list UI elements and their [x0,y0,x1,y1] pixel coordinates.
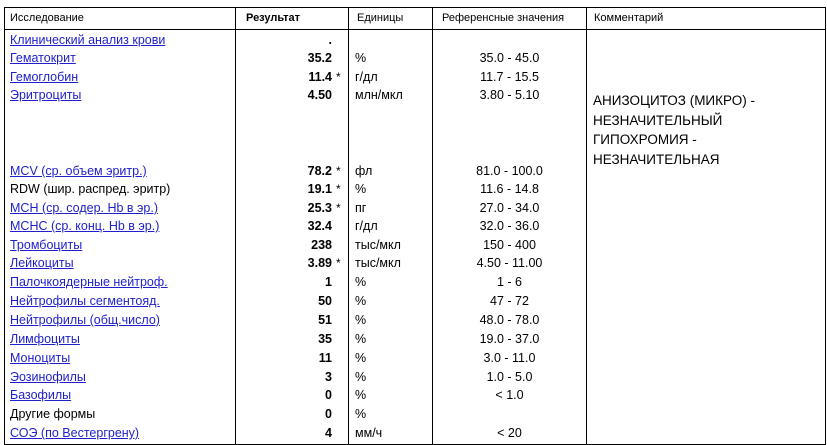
header-units: Единицы [357,12,404,24]
reference-range: 11.7 - 15.5 [480,70,539,84]
table-row [0,180,827,198]
reference-range: 48.0 - 78.0 [479,313,540,327]
header-divider [4,29,826,30]
test-name-link[interactable]: Клинический анализ крови [10,33,166,47]
test-name-link[interactable]: Эритроциты [10,88,82,102]
unit-value: % [355,313,367,327]
unit-value: % [355,332,367,346]
unit-value: % [355,51,367,65]
result-value: 0 [325,407,332,421]
test-name-link[interactable]: Нейтрофилы (общ.число) [10,313,160,327]
test-name-link[interactable]: MCHC (ср. конц. Hb в эр.) [10,219,160,233]
table-row [0,49,827,67]
result-value: 4 [325,426,332,440]
table-row [0,330,827,348]
table-row [0,236,827,254]
result-value: 35 [318,332,332,346]
unit-value: млн/мкл [355,88,403,102]
reference-range: 32.0 - 36.0 [479,219,540,233]
unit-value: тыс/мкл [355,238,401,252]
test-name-link[interactable]: Палочкоядерные нейтроф. [10,275,168,289]
reference-range: < 1.0 [495,388,524,402]
result-value: 78.2 [307,164,332,178]
reference-range: 47 - 72 [490,294,529,308]
test-name-link[interactable]: Лейкоциты [10,256,74,270]
table-row [0,424,827,442]
unit-value: пг [355,201,367,215]
table-row [0,368,827,386]
abnormal-flag: * [336,182,341,196]
result-value: 25.3 [307,201,332,215]
result-value: 0 [325,388,332,402]
comment-line: НЕЗНАЧИТЕЛЬНАЯ [593,151,720,167]
result-value: . [328,33,332,47]
abnormal-flag: * [336,201,341,215]
header-result: Результат [246,12,301,24]
result-value: 11.4 [308,70,332,84]
test-name-link[interactable]: MCH (ср. содер. Hb в эр.) [10,201,158,215]
reference-range: 19.0 - 37.0 [479,332,540,346]
test-name-link[interactable]: Тромбоциты [10,238,83,252]
result-value: 32.4 [307,219,332,233]
unit-value: мм/ч [355,426,383,440]
test-name-link[interactable]: Гемоглобин [10,70,79,84]
table-row [0,405,827,423]
result-value: 11 [318,351,332,365]
table-row [0,199,827,217]
unit-value: г/дл [355,70,378,84]
table-row [0,31,827,49]
result-value: 3 [325,370,332,384]
result-value: 19.1 [307,182,332,196]
reference-range: 1 - 6 [496,275,522,289]
header-test: Исследование [10,12,84,24]
reference-range: 11.6 - 14.8 [480,182,539,196]
result-value: 51 [318,313,332,327]
result-value: 238 [311,238,332,252]
reference-range: 3.80 - 5.10 [479,88,540,102]
table-row [0,349,827,367]
reference-range: 35.0 - 45.0 [479,51,540,65]
test-name-link[interactable]: Моноциты [10,351,71,365]
table-row [0,254,827,272]
unit-value: % [355,275,367,289]
comment-line: АНИЗОЦИТОЗ (МИКРО) - [593,93,755,108]
unit-value: % [355,407,367,421]
table-row [0,217,827,235]
unit-value: % [355,294,367,308]
table-row [0,273,827,291]
table-row [0,386,827,404]
unit-value: фл [355,164,373,178]
header-reference: Референсные значения [442,12,565,24]
result-value: 35.2 [307,51,332,65]
reference-range: 3.0 - 11.0 [483,351,536,365]
test-name-link[interactable]: Эозинофилы [10,370,86,384]
test-name-link[interactable]: СОЭ (по Вестергрену) [10,426,140,440]
table-row [0,68,827,86]
test-name-link[interactable]: Гематокрит [10,51,76,65]
unit-value: % [355,182,367,196]
reference-range: 4.50 - 11.00 [476,256,543,270]
reference-range: 1.0 - 5.0 [486,370,533,384]
comment-text [593,91,821,169]
result-value: 3.89 [307,256,332,270]
reference-range: 81.0 - 100.0 [476,164,543,178]
result-value: 50 [318,294,332,308]
test-name-link[interactable]: Базофилы [10,388,72,402]
reference-range: 27.0 - 34.0 [479,201,540,215]
unit-value: тыс/мкл [355,256,401,270]
test-name-link[interactable]: Лимфоциты [10,332,80,346]
comment-line: НЕЗНАЧИТЕЛЬНЫЙ [593,112,723,128]
test-name: RDW (шир. распред. эритр) [10,182,171,196]
result-value: 1 [325,275,332,289]
test-name-link[interactable]: Нейтрофилы сегментояд. [10,294,160,308]
reference-range: < 20 [497,426,522,440]
unit-value: г/дл [355,219,378,233]
unit-value: % [355,351,367,365]
abnormal-flag: * [336,70,341,84]
table-row [0,311,827,329]
test-name: Другие формы [10,407,96,421]
abnormal-flag: * [336,164,341,178]
reference-range: 150 - 400 [483,238,536,252]
result-value: 4.50 [307,88,332,102]
header-comment: Комментарий [594,12,664,24]
test-name-link[interactable]: MCV (ср. объем эритр.) [10,164,147,178]
unit-value: % [355,370,367,384]
comment-line: ГИПОХРОМИЯ - [593,132,697,147]
abnormal-flag: * [336,256,341,270]
unit-value: % [355,388,367,402]
table-row [0,292,827,310]
